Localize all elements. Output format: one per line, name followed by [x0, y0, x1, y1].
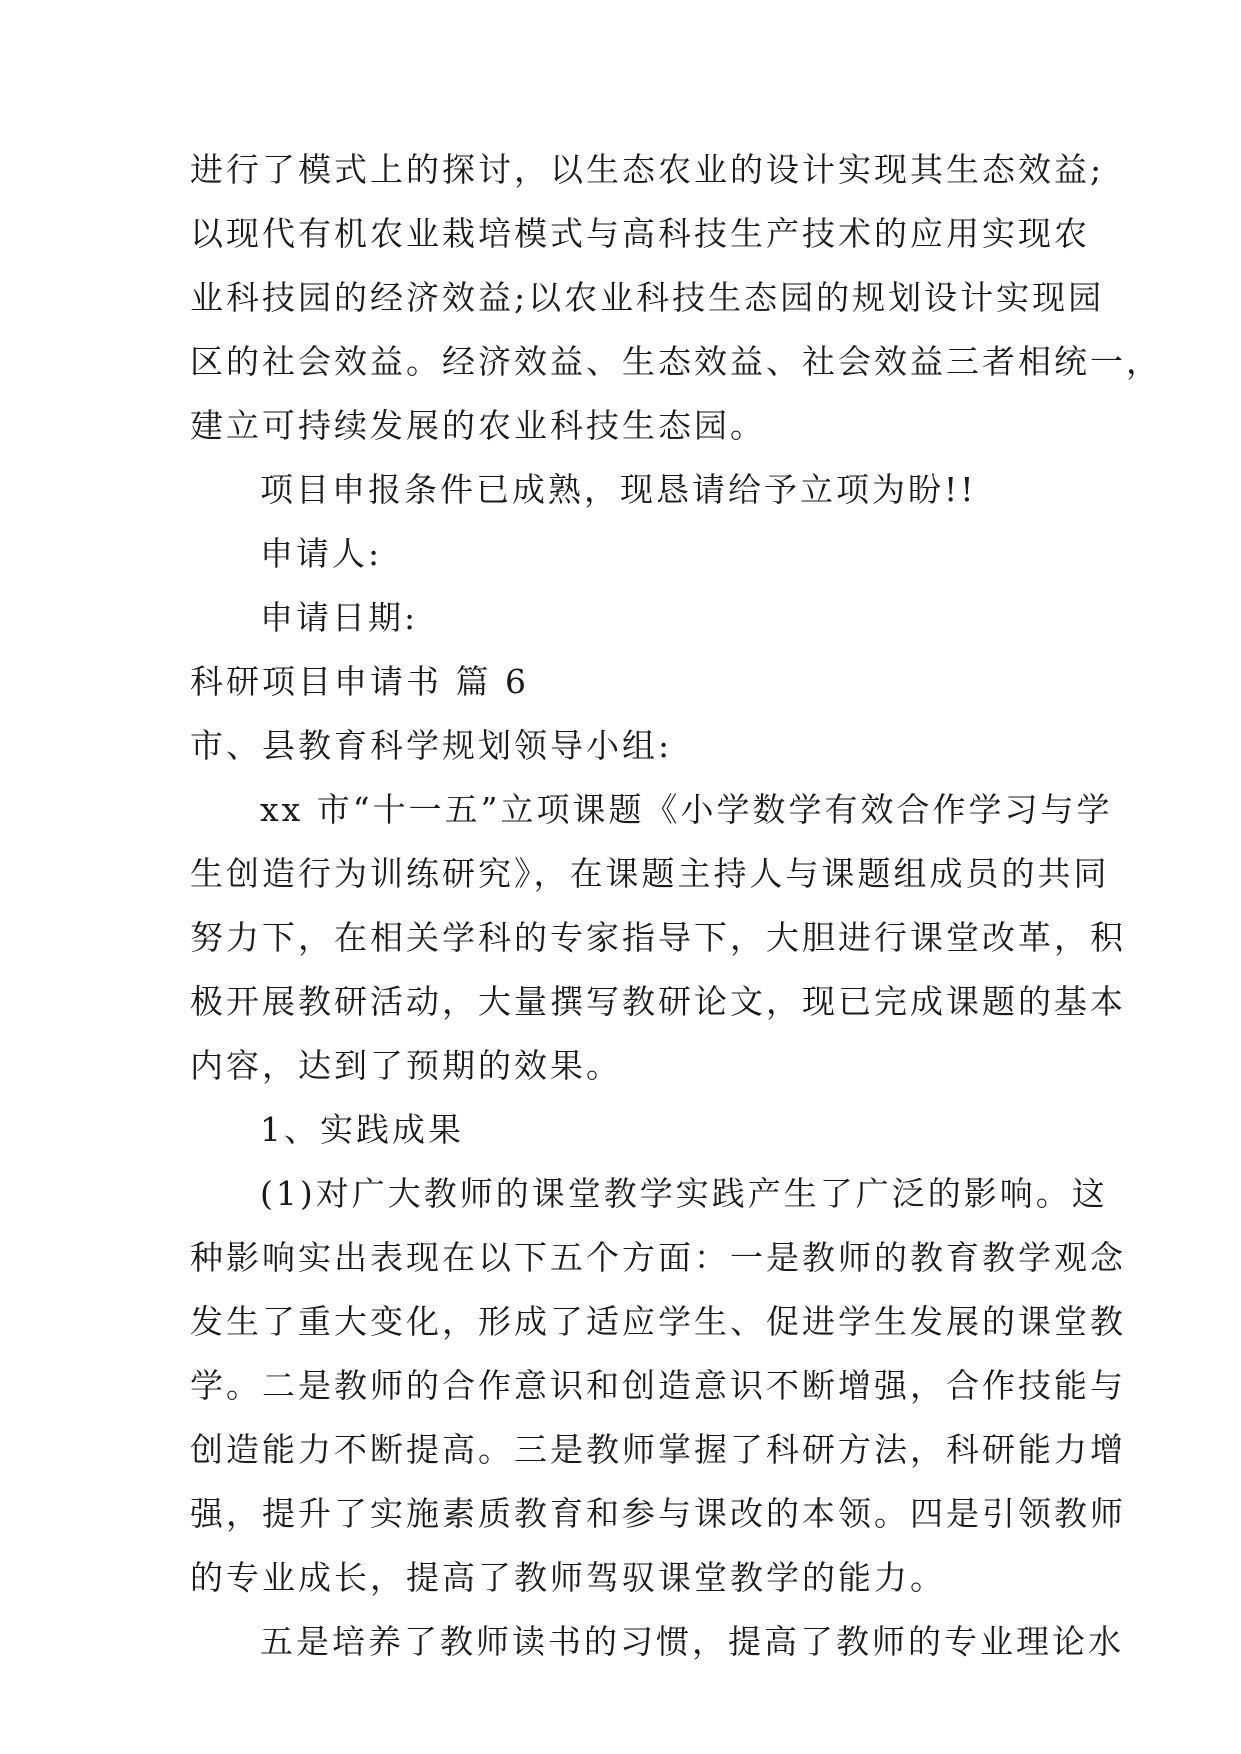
text-line: xx 市“十一五”立项课题《小学数学有效合作学习与学 [260, 790, 1113, 829]
text-line: 学。二是教师的合作意识和创造意识不断增强，合作技能与 [190, 1366, 1126, 1405]
text-line: 极开展教研活动，大量撰写教研论文，现已完成课题的基本 [190, 982, 1126, 1021]
text-line: 进行了模式上的探讨，以生态农业的设计实现其生态效益; [190, 150, 1105, 189]
text-line: 项目申报条件已成熟，现恳请给予立项为盼!! [260, 470, 977, 509]
text-line: (1)对广大教师的课堂教学实践产生了广泛的影响。这 [260, 1174, 1108, 1213]
text-line: 区的社会效益。经济效益、生态效益、社会效益三者相统一， [190, 342, 1162, 381]
text-line: 内容，达到了预期的效果。 [190, 1046, 622, 1085]
section-heading: 科研项目申请书 篇 6 [190, 662, 529, 701]
applicant-label: 申请人: [260, 534, 383, 573]
text-line: 生创造行为训练研究》，在课题主持人与课题组成员的共同 [190, 854, 1110, 893]
text-line: 五是培养了教师读书的习惯，提高了教师的专业理论水 [260, 1622, 1124, 1661]
text-line: 努力下，在相关学科的专家指导下，大胆进行课堂改革，积 [190, 918, 1126, 957]
text-line: 以现代有机农业栽培模式与高科技生产技术的应用实现农 [190, 214, 1090, 253]
text-line: 强，提升了实施素质教育和参与课改的本领。四是引领教师 [190, 1494, 1126, 1533]
text-line: 创造能力不断提高。三是教师掌握了科研方法，科研能力增 [190, 1430, 1126, 1469]
addressee-line: 市、县教育科学规划领导小组: [190, 726, 673, 765]
document-body [190, 138, 1162, 1674]
text-line: 的专业成长，提高了教师驾驭课堂教学的能力。 [190, 1558, 946, 1597]
subsection-heading: 1、实践成果 [260, 1110, 464, 1149]
text-line: 业科技园的经济效益;以农业科技生态园的规划设计实现园 [190, 278, 1105, 317]
text-line: 发生了重大变化，形成了适应学生、促进学生发展的课堂教 [190, 1302, 1126, 1341]
application-date-label: 申请日期: [260, 598, 419, 637]
text-line: 种影响实出表现在以下五个方面：一是教师的教育教学观念 [190, 1238, 1126, 1277]
text-line: 建立可持续发展的农业科技生态园。 [190, 406, 766, 445]
